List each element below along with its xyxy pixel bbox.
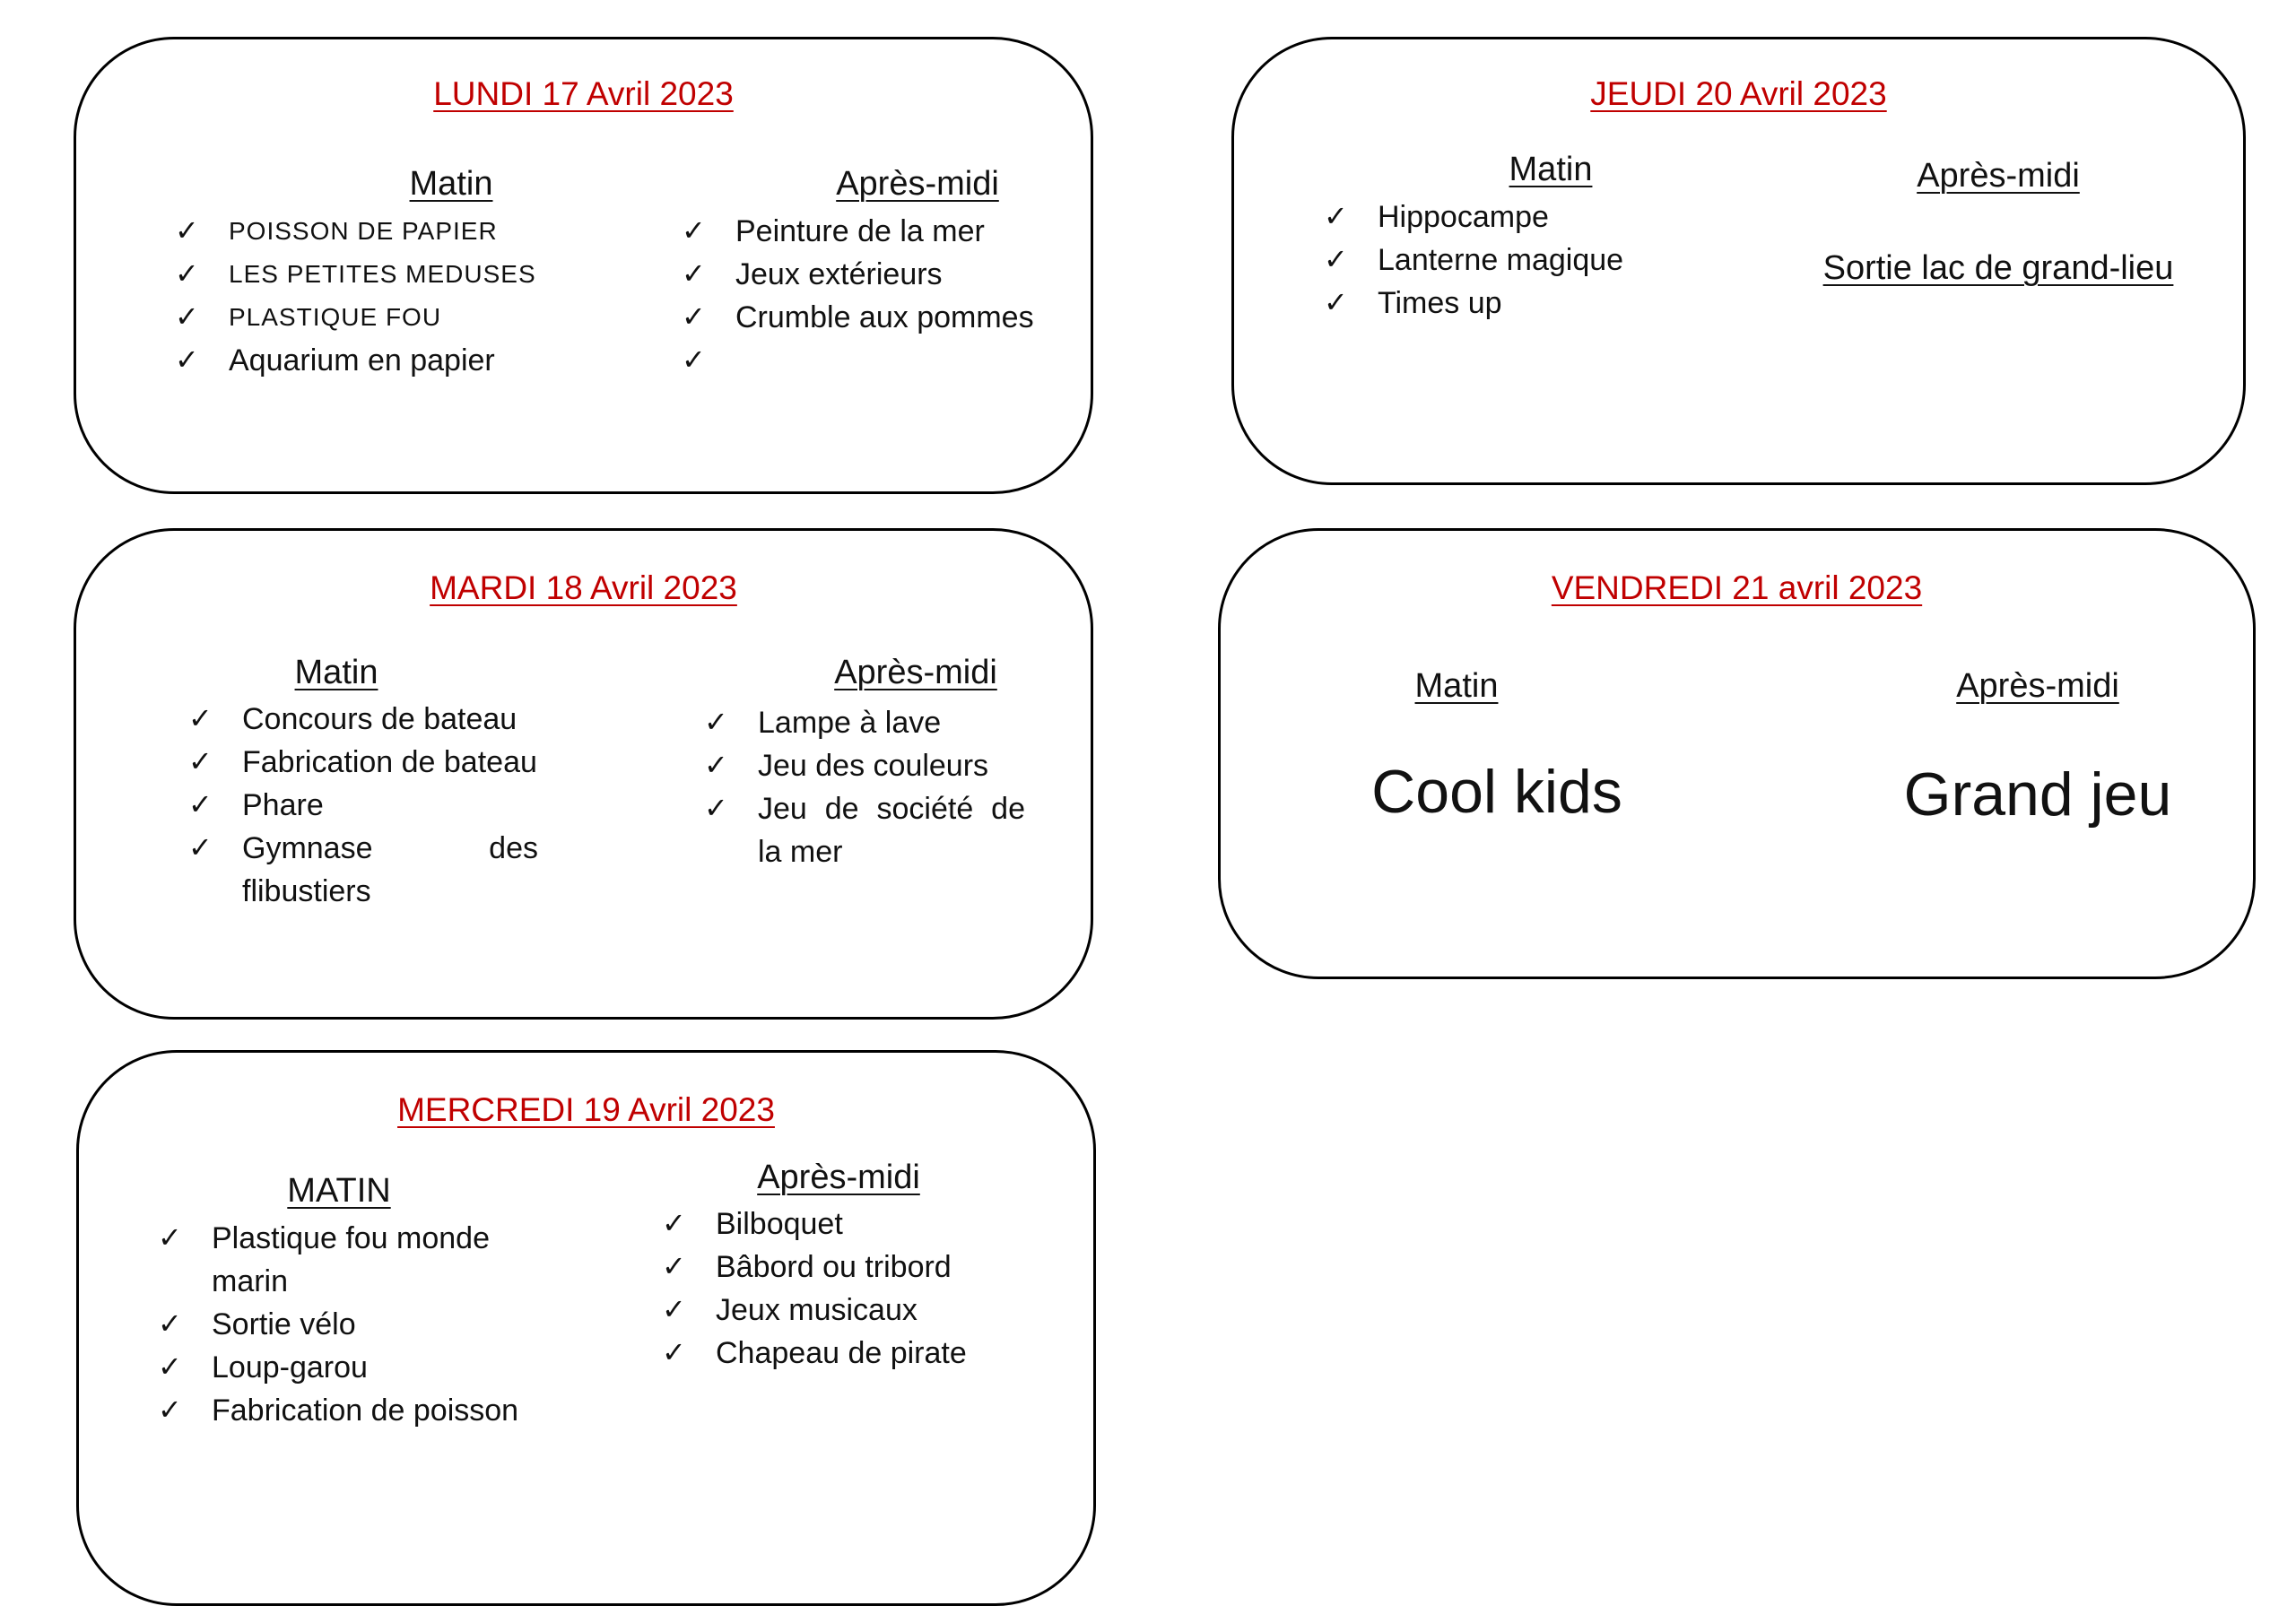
activity-label: Aquarium en papier xyxy=(229,343,495,378)
matin-heading: Matin xyxy=(1414,667,1499,705)
checkmark-icon: ✓ xyxy=(175,343,199,377)
activity-label: Jeux extérieurs xyxy=(735,257,943,291)
activity-label: Peinture de la mer xyxy=(735,214,985,248)
matin-heading: Matin xyxy=(409,165,493,203)
day-title: MARDI 18 Avril 2023 xyxy=(430,569,737,606)
checkmark-icon: ✓ xyxy=(1324,242,1348,276)
apres-midi-activity-list xyxy=(662,1202,1057,1375)
checkmark-icon: ✓ xyxy=(158,1220,182,1254)
matin-activity-list xyxy=(175,210,552,382)
checkmark-icon: ✓ xyxy=(662,1292,686,1326)
checkmark-icon: ✓ xyxy=(175,213,200,247)
checkmark-icon: ✓ xyxy=(704,791,728,825)
checkmark-icon: ✓ xyxy=(682,256,706,291)
list-item xyxy=(188,784,538,827)
checkmark-icon: ✓ xyxy=(175,299,200,334)
activity-label: PLASTIQUE FOU xyxy=(229,303,442,331)
activity-label: Jeux musicaux xyxy=(716,1293,918,1327)
list-item xyxy=(682,296,1076,339)
checkmark-icon: ✓ xyxy=(682,299,706,334)
checkmark-icon: ✓ xyxy=(158,1307,182,1341)
list-item xyxy=(158,1346,552,1389)
checkmark-icon: ✓ xyxy=(1324,285,1348,319)
activity-label: Bâbord ou tribord xyxy=(716,1250,952,1284)
activity-label: Fabrication de bateau xyxy=(242,745,537,779)
day-card-lundi xyxy=(74,37,1093,494)
apres-midi-heading: Après-midi xyxy=(834,654,997,691)
activity-label: Lampe à lave xyxy=(758,706,942,740)
checkmark-icon: ✓ xyxy=(682,343,706,377)
checkmark-icon: ✓ xyxy=(188,744,213,778)
activity-label: Chapeau de pirate xyxy=(716,1336,967,1370)
activity-label: Sortie vélo xyxy=(212,1307,356,1341)
checkmark-icon: ✓ xyxy=(662,1249,686,1283)
matin-heading: MATIN xyxy=(287,1172,391,1210)
list-item xyxy=(175,210,552,253)
checkmark-icon: ✓ xyxy=(188,787,213,821)
list-item xyxy=(662,1246,1057,1289)
list-item xyxy=(704,701,1025,744)
checkmark-icon: ✓ xyxy=(158,1350,182,1384)
activity-label: Jeu des couleurs xyxy=(758,749,989,783)
day-card-vendredi xyxy=(1218,528,2256,979)
checkmark-icon: ✓ xyxy=(188,701,213,735)
checkmark-icon: ✓ xyxy=(1324,199,1348,233)
apres-midi-activity: Grand jeu xyxy=(1903,760,2172,829)
list-item xyxy=(158,1389,552,1432)
list-item xyxy=(704,744,1025,787)
checkmark-icon: ✓ xyxy=(175,256,200,291)
matin-heading: Matin xyxy=(1509,151,1593,188)
list-item xyxy=(175,296,552,339)
list-item xyxy=(188,827,538,913)
activity-label: Concours de bateau xyxy=(242,702,517,736)
activity-label: Loup-garou xyxy=(212,1350,368,1385)
checkmark-icon: ✓ xyxy=(704,748,728,782)
checkmark-icon: ✓ xyxy=(158,1393,182,1427)
apres-midi-activity-list xyxy=(682,210,1076,377)
activity-label: Bilboquet xyxy=(716,1207,843,1241)
list-item xyxy=(662,1289,1057,1332)
checkmark-icon: ✓ xyxy=(682,213,706,247)
activity-label: Fabrication de poisson xyxy=(212,1393,519,1428)
activity-label: Gymnase des flibustiers xyxy=(242,831,538,908)
activity-label: Phare xyxy=(242,788,324,822)
list-item xyxy=(662,1332,1057,1375)
list-item xyxy=(1324,195,1700,239)
activity-label: Crumble aux pommes xyxy=(735,300,1034,334)
day-card-mardi xyxy=(74,528,1093,1020)
activity-label: Lanterne magique xyxy=(1378,243,1624,277)
list-item xyxy=(662,1202,1057,1246)
list-item xyxy=(188,741,538,784)
matin-activity-list xyxy=(158,1217,552,1432)
checkmark-icon: ✓ xyxy=(662,1335,686,1369)
matin-activity: Cool kids xyxy=(1371,758,1622,826)
list-item xyxy=(158,1303,552,1346)
apres-midi-heading: Après-midi xyxy=(1956,667,2119,705)
matin-activity-list xyxy=(188,698,538,913)
day-title: VENDREDI 21 avril 2023 xyxy=(1551,569,1923,606)
list-item xyxy=(682,253,1076,296)
matin-heading: Matin xyxy=(294,654,378,691)
activity-label: Hippocampe xyxy=(1378,200,1549,234)
list-item xyxy=(175,253,552,296)
day-title: JEUDI 20 Avril 2023 xyxy=(1590,75,1887,112)
day-card-jeudi xyxy=(1231,37,2246,485)
apres-midi-heading: Après-midi xyxy=(836,165,999,203)
checkmark-icon: ✓ xyxy=(662,1206,686,1240)
activity-label: Jeu de société de la mer xyxy=(758,792,1025,869)
day-title: LUNDI 17 Avril 2023 xyxy=(433,75,734,112)
list-item xyxy=(1324,239,1700,282)
matin-activity-list xyxy=(1324,195,1700,325)
list-item xyxy=(158,1217,552,1303)
apres-midi-heading: Après-midi xyxy=(757,1159,920,1196)
activity-label: Plastique fou monde marin xyxy=(212,1221,490,1298)
activity-label: POISSON DE PAPIER xyxy=(229,217,498,245)
activity-label: LES PETITES MEDUSES xyxy=(229,260,536,288)
day-title: MERCREDI 19 Avril 2023 xyxy=(397,1091,775,1128)
day-card-mercredi xyxy=(76,1050,1096,1606)
checkmark-icon: ✓ xyxy=(704,705,728,739)
apres-midi-heading: Après-midi xyxy=(1917,157,2080,195)
apres-midi-activity-list xyxy=(704,701,1025,873)
list-item xyxy=(1324,282,1700,325)
list-item xyxy=(704,787,1025,873)
list-item xyxy=(175,339,552,382)
list-item xyxy=(682,210,1076,253)
activity-label: Times up xyxy=(1378,286,1502,320)
checkmark-icon: ✓ xyxy=(188,830,213,864)
list-item xyxy=(188,698,538,741)
apres-midi-activity: Sortie lac de grand-lieu xyxy=(1822,249,2174,287)
